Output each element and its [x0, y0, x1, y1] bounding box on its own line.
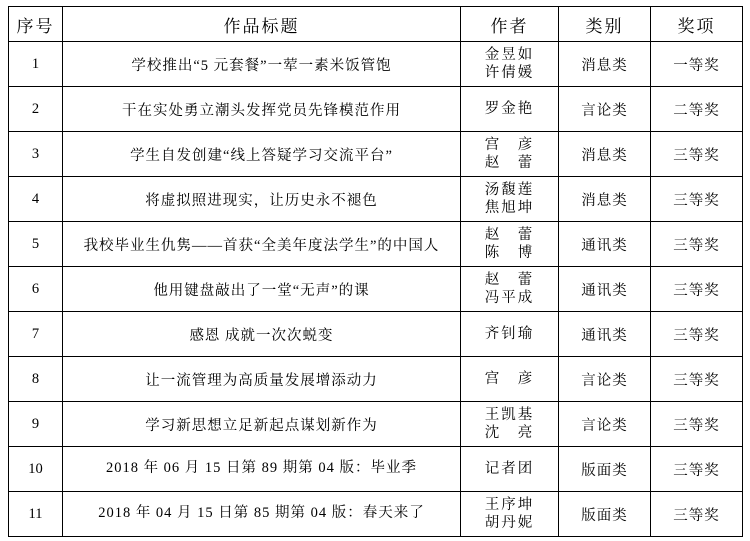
- cell-no: 7: [9, 312, 63, 357]
- cell-no: 10: [9, 447, 63, 492]
- cell-award: 三等奖: [651, 132, 743, 177]
- cell-category: 言论类: [559, 87, 651, 132]
- cell-no: 5: [9, 222, 63, 267]
- cell-no: 3: [9, 132, 63, 177]
- cell-category: 版面类: [559, 447, 651, 492]
- table-row: [9, 492, 743, 537]
- cell-category: 通讯类: [559, 222, 651, 267]
- column-header-award: 奖项: [651, 7, 743, 42]
- award-table: [8, 6, 743, 537]
- cell-title: 我校毕业生仇隽——首获“全美年度法学生”的中国人: [63, 222, 461, 267]
- author-line: 王凯基: [484, 406, 535, 423]
- author-line: 汤馥莲: [484, 181, 535, 198]
- cell-no: 11: [9, 492, 63, 537]
- cell-author: [461, 222, 559, 267]
- table-row: [9, 87, 743, 132]
- cell-author: [461, 267, 559, 312]
- author-line: 记者团: [484, 460, 535, 477]
- author-line: 赵 蕾: [484, 271, 535, 288]
- cell-award: 三等奖: [651, 222, 743, 267]
- cell-author: [461, 447, 559, 492]
- cell-title: 让一流管理为高质量发展增添动力: [63, 357, 461, 402]
- table-row: [9, 222, 743, 267]
- cell-title: 将虚拟照进现实，让历史永不褪色: [63, 177, 461, 222]
- cell-award: 三等奖: [651, 312, 743, 357]
- author-line: 胡丹妮: [484, 515, 535, 531]
- cell-award: 三等奖: [651, 447, 743, 492]
- table-row: [9, 177, 743, 222]
- author-line: 宫 彦: [484, 370, 535, 387]
- table-header-row: [9, 7, 743, 42]
- column-header-author: 作者: [461, 7, 559, 42]
- cell-no: 9: [9, 402, 63, 447]
- cell-title: 2018 年 04 月 15 日第 85 期第 04 版：春天来了: [63, 492, 461, 537]
- cell-award: 一等奖: [651, 42, 743, 87]
- table-row: [9, 402, 743, 447]
- cell-no: 6: [9, 267, 63, 312]
- cell-award: 二等奖: [651, 87, 743, 132]
- cell-category: 消息类: [559, 177, 651, 222]
- table-row: [9, 447, 743, 492]
- author-line: 焦旭坤: [484, 200, 535, 216]
- cell-award: 三等奖: [651, 177, 743, 222]
- cell-category: 版面类: [559, 492, 651, 537]
- column-header-title: 作品标题: [63, 7, 461, 42]
- cell-author: [461, 492, 559, 537]
- cell-author: [461, 132, 559, 177]
- table-row: [9, 267, 743, 312]
- column-header-category: 类别: [559, 7, 651, 42]
- table-row: [9, 357, 743, 402]
- cell-title: 学校推出“5 元套餐”一荤一素米饭管饱: [63, 42, 461, 87]
- table-row: [9, 132, 743, 177]
- cell-author: [461, 177, 559, 222]
- author-line: 许倩媛: [484, 65, 535, 81]
- column-header-no: 序号: [9, 7, 63, 42]
- cell-category: 言论类: [559, 402, 651, 447]
- cell-award: 三等奖: [651, 492, 743, 537]
- author-line: 宫 彦: [484, 136, 535, 153]
- table-row: [9, 312, 743, 357]
- cell-no: 8: [9, 357, 63, 402]
- cell-title: 感恩 成就一次次蜕变: [63, 312, 461, 357]
- author-line: 罗金艳: [484, 100, 535, 117]
- cell-no: 1: [9, 42, 63, 87]
- cell-category: 消息类: [559, 132, 651, 177]
- author-line: 王序坤: [484, 496, 535, 513]
- cell-title: 2018 年 06 月 15 日第 89 期第 04 版：毕业季: [63, 447, 461, 492]
- author-line: 金昱如: [484, 46, 535, 63]
- author-line: 赵 蕾: [484, 155, 535, 171]
- cell-title: 他用键盘敲出了一堂“无声”的课: [63, 267, 461, 312]
- author-line: 赵 蕾: [484, 226, 535, 243]
- author-line: 冯平成: [484, 290, 535, 306]
- cell-author: [461, 357, 559, 402]
- cell-author: [461, 402, 559, 447]
- table-header: [9, 7, 743, 42]
- cell-award: 三等奖: [651, 267, 743, 312]
- cell-title: 学生自发创建“线上答疑学习交流平台”: [63, 132, 461, 177]
- table-body: [9, 42, 743, 537]
- cell-author: [461, 87, 559, 132]
- cell-author: [461, 312, 559, 357]
- table-row: [9, 42, 743, 87]
- cell-author: [461, 42, 559, 87]
- cell-award: 三等奖: [651, 357, 743, 402]
- author-line: 沈 亮: [484, 425, 535, 441]
- cell-no: 2: [9, 87, 63, 132]
- cell-category: 通讯类: [559, 267, 651, 312]
- cell-no: 4: [9, 177, 63, 222]
- cell-title: 干在实处勇立潮头发挥党员先锋模范作用: [63, 87, 461, 132]
- author-line: 陈 博: [484, 245, 535, 261]
- cell-award: 三等奖: [651, 402, 743, 447]
- cell-category: 消息类: [559, 42, 651, 87]
- cell-category: 言论类: [559, 357, 651, 402]
- author-line: 齐钊瑜: [484, 325, 535, 342]
- cell-category: 通讯类: [559, 312, 651, 357]
- cell-title: 学习新思想立足新起点谋划新作为: [63, 402, 461, 447]
